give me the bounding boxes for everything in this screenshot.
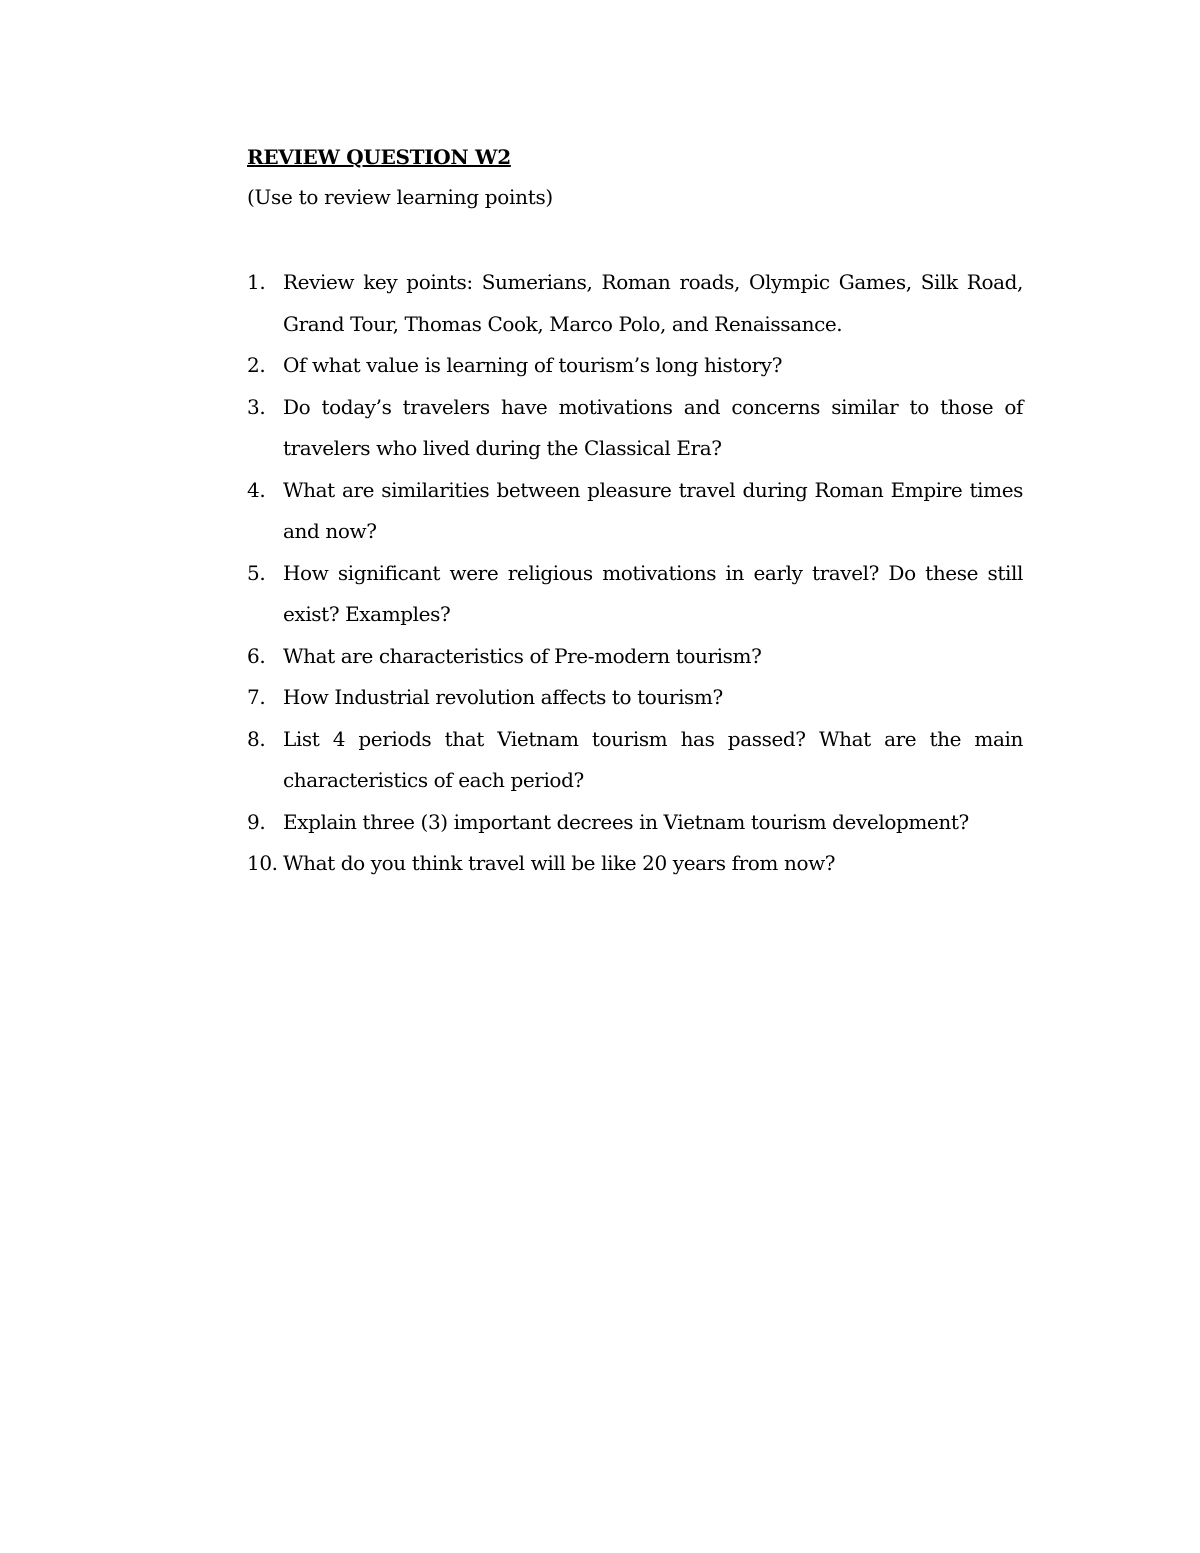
question-item: [247, 262, 1023, 345]
question-item: [247, 387, 1023, 470]
question-number: 5.: [247, 560, 266, 585]
question-item: [247, 553, 1023, 636]
question-text: How Industrial revolution affects to tourism?: [283, 685, 723, 709]
question-number: 7.: [247, 685, 266, 709]
document-subtitle: (Use to review learning points): [247, 185, 553, 209]
question-number: 9.: [247, 809, 266, 834]
question-text: Do today’s travelers have motivations and concerns similar to those of travelers who lived during the Classical Era?: [283, 394, 1023, 460]
question-number: 10.: [247, 851, 278, 875]
question-number: 8.: [247, 726, 266, 751]
question-text: What are characteristics of Pre-modern tourism?: [283, 643, 762, 668]
question-item: [247, 843, 1023, 885]
question-number: 1.: [247, 270, 266, 294]
question-text: Explain three (3) important decrees in Vietnam tourism development?: [283, 809, 969, 834]
question-text: How significant were religious motivations in early travel? Do these still exist? Examples?: [283, 560, 1023, 626]
question-item: [247, 719, 1023, 802]
question-text: Review key points: Sumerians, Roman roads, Olympic Games, Silk Road, Grand Tour, Thomas Cook, Marco Polo, and Renaissance.: [283, 270, 1023, 336]
question-text: Of what value is learning of tourism’s long history?: [283, 353, 783, 377]
document-content: [247, 140, 1023, 885]
question-number: 3.: [247, 394, 266, 419]
question-text: What are similarities between pleasure travel during Roman Empire times and now?: [283, 477, 1023, 543]
question-item: [247, 802, 1023, 844]
question-number: 6.: [247, 643, 266, 668]
question-number: 4.: [247, 477, 266, 502]
question-item: [247, 677, 1023, 719]
question-text: What do you think travel will be like 20 years from now?: [283, 851, 836, 875]
question-item: [247, 636, 1023, 678]
question-item: [247, 470, 1023, 553]
question-number: 2.: [247, 353, 266, 377]
question-item: [247, 345, 1023, 387]
question-text: List 4 periods that Vietnam tourism has passed? What are the main characteristics of each period?: [283, 726, 1023, 792]
question-list: [247, 262, 1023, 885]
document-title: REVIEW QUESTION W2: [247, 145, 511, 169]
